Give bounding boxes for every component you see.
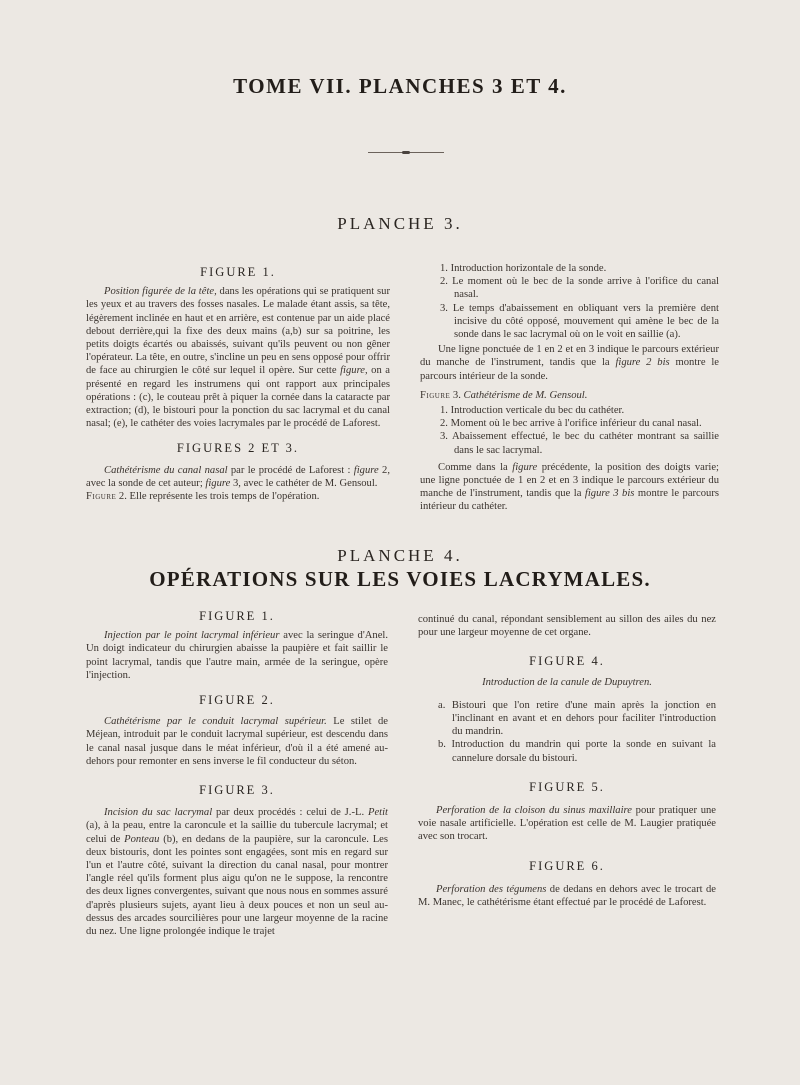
figure-1-paragraph <box>86 285 390 430</box>
p4-figure-5-text: pour pratiquer une voie nasale artificielle. L'opération est celle de M. Laugier pratiquée avec son trocart. <box>418 805 716 843</box>
p4-figure-3-heading: FIGURE 3. <box>199 783 275 798</box>
p4-figure-3-emphasis-3: Ponteau <box>124 833 160 845</box>
p4-figure-6-emphasis: Perforation des tégumens <box>436 883 547 895</box>
dotted-line-emphasis: figure 2 bis <box>615 357 670 369</box>
figures-2-3-emphasis: Cathétérisme du canal nasal <box>104 464 228 476</box>
figure-2-label: Figure <box>86 491 117 503</box>
figures-2-3-paragraph <box>86 464 390 490</box>
tome-title: TOME VII. PLANCHES 3 ET 4. <box>233 74 567 98</box>
p4-figure-6-heading: FIGURE 6. <box>529 858 605 873</box>
p4-figure-6-paragraph <box>418 883 716 909</box>
p4-figure-6-text: de dedans en dehors avec le trocart de M. Manec, le cathétérisme étant effectué par le procédé de Laforest. <box>418 883 716 909</box>
figure-1-emphasis-2: figure, <box>340 365 368 377</box>
comparison-emphasis-2: figure 3 bis <box>584 488 635 500</box>
p4-figure-3-text-3: (b), en dedans de la paupière, sur la caroncule. Les deux bistouris, dont les pointes sont engagées, sont mis en regard sur l'un et l'autre côté, suivant la direction du canal nasal, pour montrer l'angle réel qu'ils forment plus aigu qu'on ne le suppose, la rencontre des deux lignes convergentes, suivant que nous nous en sommes assuré d'après plusieurs sujets, ayant lieu à deux pouces et non un seul au-dessus des arcades sourcilières pour une largeur moyenne de la racine du nez. Une ligne prolongée indique le trajet <box>86 833 388 938</box>
planche-4-subtitle: OPÉRATIONS SUR LES VOIES LACRYMALES. <box>149 567 651 591</box>
substep-1: 1. Introduction verticale du bec du cathéter. <box>440 405 625 417</box>
planche-4-title: PLANCHE 4. <box>337 546 463 565</box>
comparison-text: Comme dans la <box>438 461 513 473</box>
p4-figure-1-emphasis: Injection par le point lacrymal inférieur <box>104 630 280 642</box>
p4-figure-4-item-a: a. Bistouri que l'on retire d'une main après la jonction en l'inclinant en avant et en dehors pour faciliter l'introduction du mandrin. <box>438 699 716 738</box>
figures-2-3-emphasis-3: figure <box>205 477 231 489</box>
figure-3-label: Figure <box>420 389 451 401</box>
p4-figure-2-paragraph <box>86 715 388 768</box>
step-1: 1. Introduction horizontale de la sonde. <box>440 263 607 274</box>
planche-3-left-column <box>86 266 390 503</box>
figures-2-3-heading: FIGURES 2 ET 3. <box>176 441 300 456</box>
figure-1-text-2: on a présenté en regard les instrumens qui ont rapport aux principales opérations : (c), le couteau prêt à piquer la cornée dans la cataracte par extraction; (d), le bistouri pour la ponction du sac lacrymal et du canal nasal; (e), le cathéter des voies lacrymales par le procédé de Laforest. <box>86 365 390 430</box>
continuation-paragraph: continué du canal, répondant sensiblement au sillon des ailes du nez pour une largeur moyenne de cet organe. <box>418 614 716 639</box>
p4-figure-3-emphasis-2: Petit <box>367 807 388 819</box>
planche-4-left-column <box>86 610 388 938</box>
planche-4-right-column <box>418 613 716 909</box>
figure-3-number: 3. <box>450 389 464 401</box>
substep-2: 2. Moment où le bec arrive à l'orifice inférieur du canal nasal. <box>440 418 702 430</box>
figure-2-text: 2. Elle représente les trois temps de l'opération. <box>116 491 320 503</box>
p4-figure-2-emphasis: Cathétérisme par le conduit lacrymal supérieur. <box>104 716 327 728</box>
p4-figure-5-heading: FIGURE 5. <box>529 779 605 794</box>
p4-figure-1-text: avec la seringue d'Anel. Un doigt indicateur du chirurgien abaisse la paupière et fait saillir le point lacrymal, tandis que l'autre main, armée de la seringue, opère l'injection. <box>86 630 389 681</box>
figures-2-3-text-3: 3, avec le cathéter de M. Gensoul. <box>230 477 378 489</box>
figures-2-3-text-2: 2, avec la sonde de cet auteur; <box>86 464 390 489</box>
p4-figure-1-paragraph <box>86 629 388 682</box>
decorative-rule <box>368 152 444 153</box>
dotted-line-paragraph <box>420 343 719 383</box>
figures-2-3-emphasis-2: figure <box>353 464 379 476</box>
planche-3-right-column <box>420 262 719 514</box>
p4-figure-2-heading: FIGURE 2. <box>199 693 275 708</box>
figure-3-caption <box>420 389 719 402</box>
figure-1-text: dans les opérations qui se pratiquent sur les yeux et au travers des fosses nasales. Le malade étant assis, sa tête, légèrement inclinée en haut et en arrière, est contenue par un aide placé debout derrière,qui la fixe des deux mains (a,b) sur sa poitrine, les petits doigts écartés ou abaissés, suivant qu'ils peuvent ou non gêner l'opérateur. La tête, en outre, s'incline un peu en sens opposé pour offrir de face au chirurgien le côté sur lequel il opère. Sur cette <box>86 286 390 377</box>
substep-3: 3. Abaissement effectué, le bec du cathéter montrant sa saillie dans le sac lacrymal. <box>440 431 719 456</box>
planche-3-title: PLANCHE 3. <box>337 214 463 233</box>
comparison-emphasis: figure <box>512 461 538 473</box>
figure-2-paragraph <box>86 490 390 503</box>
p4-figure-4-heading: FIGURE 4. <box>529 654 605 669</box>
figure-1-heading: FIGURE 1. <box>200 265 276 279</box>
p4-figure-5-paragraph <box>418 804 716 844</box>
p4-figure-5-emphasis: Perforation de la cloison du sinus maxillaire <box>436 805 632 817</box>
dotted-line-text: Une ligne ponctuée de 1 en 2 et en 3 indique le parcours extérieur du manche de l'instrument, tandis que la <box>420 344 719 369</box>
comparison-paragraph <box>420 461 719 514</box>
figure-3-emphasis: Cathétérisme de M. Gensoul. <box>463 389 588 401</box>
dotted-line-text-2: montre le parcours intérieur de la sonde. <box>420 357 720 382</box>
p4-figure-4-item-b: b. Introduction du mandrin qui porte la sonde en suivant la cannelure dorsale du bistouri. <box>438 739 716 764</box>
p4-figure-3-paragraph <box>86 806 388 938</box>
comparison-text-2: précédente, la position des doigts varie; une ligne ponctuée de 1 en 2 et en 3 indique le parcours extérieur du manche de l'instrument, tandis que la <box>420 461 719 500</box>
p4-figure-1-heading: FIGURE 1. <box>199 609 275 623</box>
p4-figure-4-emphasis: Introduction de la canule de Dupuytren. <box>482 676 652 688</box>
p4-figure-2-text: Le stilet de Méjean, introduit par le conduit lacrymal supérieur, est descendu dans le canal nasal jusque dans le méat inférieur, d'où il a été amené au-dehors pour remonter en sens inverse le fil conducteur du séton. <box>86 716 388 767</box>
p4-figure-4-caption <box>418 676 716 689</box>
figures-2-3-text: par le procédé de Laforest : <box>227 464 354 476</box>
p4-figure-3-text: par deux procédés : celui de J.-L. <box>212 807 368 819</box>
step-2: 2. Le moment où le bec de la sonde arrive à l'orifice du canal nasal. <box>440 276 719 301</box>
step-3: 3. Le temps d'abaissement en obliquant vers la première dent incisive du côté opposé, mouvement qui amène le bec de la sonde dans le sac lacrymal où on le voit en saillie (a). <box>440 302 719 341</box>
p4-figure-3-emphasis: Incision du sac lacrymal <box>104 807 213 819</box>
p4-figure-3-text-2: (a), à la peau, entre la caroncule et la saillie du tubercule lacrymal; et celui de <box>86 820 388 845</box>
figure-1-emphasis: Position figurée de la tête, <box>104 286 217 298</box>
comparison-text-3: montre le parcours intérieur du cathéter. <box>420 488 720 513</box>
